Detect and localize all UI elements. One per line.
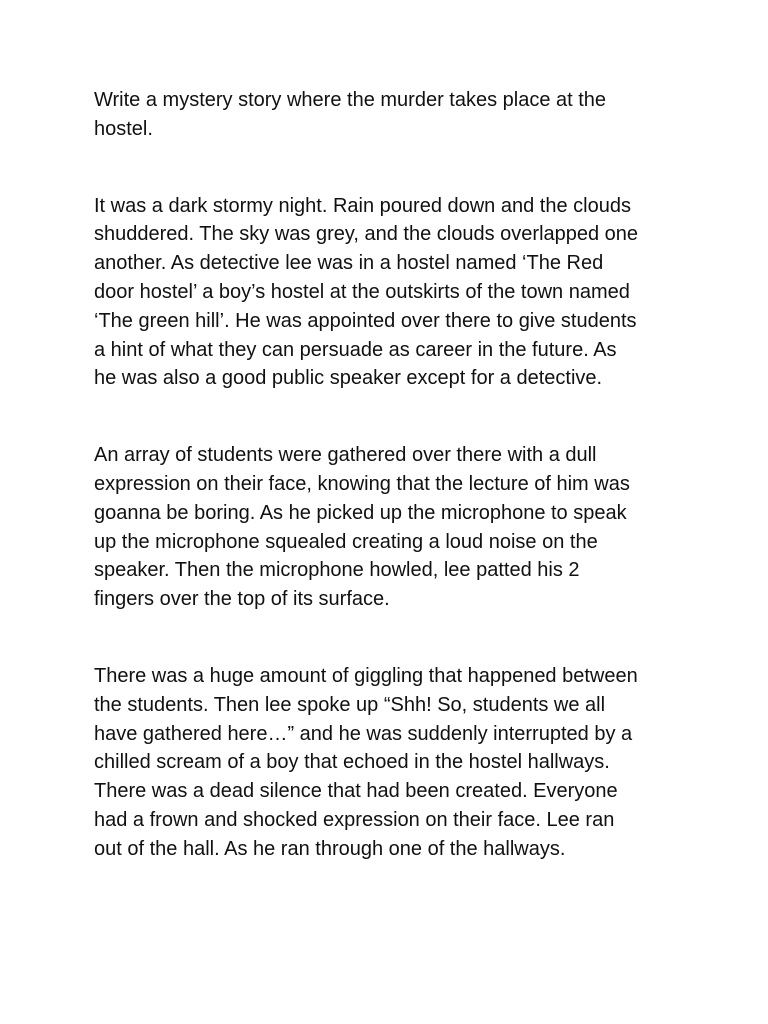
- story-paragraph-2: [94, 441, 684, 614]
- prompt-paragraph: [94, 86, 684, 144]
- text-line: up the microphone squealed creating a loud noise on the: [94, 530, 598, 553]
- text-line: There was a dead silence that had been created. Everyone: [94, 780, 618, 803]
- text-line: chilled scream of a boy that echoed in the hostel hallways.: [94, 751, 610, 774]
- text-line: have gathered here…” and he was suddenly interrupted by a: [94, 722, 633, 745]
- text-line: It was a dark stormy night. Rain poured down and the clouds: [94, 194, 631, 217]
- text-line: fingers over the top of its surface.: [94, 588, 390, 611]
- text-line: he was also a good public speaker except for a detective.: [94, 367, 603, 390]
- story-paragraph-3: [94, 662, 684, 864]
- text-line: goanna be boring. As he picked up the microphone to speak: [94, 501, 627, 524]
- text-line: shuddered. The sky was grey, and the clouds overlapped one: [94, 223, 639, 246]
- text-line: ‘The green hill’. He was appointed over there to give students: [94, 309, 637, 332]
- text-line: a hint of what they can persuade as career in the future. As: [94, 338, 617, 361]
- text-line: door hostel’ a boy’s hostel at the outskirts of the town named: [94, 280, 630, 303]
- text-line: An array of students were gathered over there with a dull: [94, 444, 597, 467]
- text-line: out of the hall. As he ran through one of the hallways.: [94, 837, 566, 860]
- text-line: speaker. Then the microphone howled, lee patted his 2: [94, 559, 580, 582]
- story-paragraph-1: [94, 192, 684, 394]
- text-line: There was a huge amount of giggling that happened between: [94, 664, 638, 687]
- text-line: another. As detective lee was in a hostel named ‘The Red: [94, 252, 604, 275]
- text-line: expression on their face, knowing that the lecture of him was: [94, 472, 630, 495]
- text-line: Write a mystery story where the murder takes place at the: [94, 89, 607, 111]
- text-line: had a frown and shocked expression on their face. Lee ran: [94, 808, 615, 831]
- document-page: [94, 86, 684, 864]
- text-line: hostel.: [94, 117, 153, 140]
- text-line: the students. Then lee spoke up “Shh! So, students we all: [94, 693, 606, 716]
